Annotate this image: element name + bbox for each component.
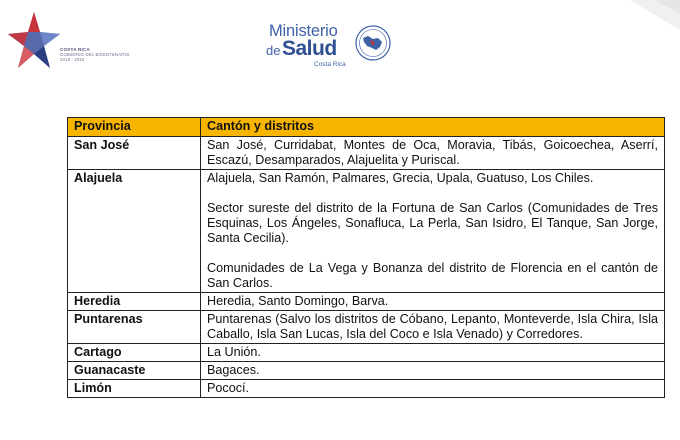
cantones-text: La Unión. — [207, 345, 261, 359]
table-row — [68, 344, 665, 362]
cantones-cell — [201, 170, 665, 293]
provincia-cell: Limón — [68, 380, 201, 398]
cantones-text: Comunidades de La Vega y Bonanza del distrito de Florencia en el cantón de San Carlos. — [207, 261, 658, 290]
table-row — [68, 362, 665, 380]
cantones-cell — [201, 362, 665, 380]
provincia-cell: San José — [68, 137, 201, 170]
provincia-cell: Guanacaste — [68, 362, 201, 380]
cantones-text: Bagaces. — [207, 363, 260, 377]
cantones-text: Alajuela, San Ramón, Palmares, Grecia, Upala, Guatuso, Los Chiles. — [207, 171, 594, 185]
cantones-cell — [201, 293, 665, 311]
logo-ministerio-text: Ministerio — [269, 22, 338, 40]
provincia-cell: Puntarenas — [68, 311, 201, 344]
logo-country-text: Costa Rica — [314, 61, 346, 68]
table-header-row — [68, 118, 665, 137]
provincias-table — [67, 117, 665, 398]
cantones-text: Heredia, Santo Domingo, Barva. — [207, 294, 389, 308]
ministerio-salud-logo — [262, 18, 402, 70]
logo-de-text: de — [266, 43, 281, 58]
gobierno-bicentenario-logo — [4, 10, 134, 72]
header-canton-distritos: Cantón y distritos — [201, 118, 665, 137]
header-provincia: Provincia — [68, 118, 201, 137]
cantones-text: San José, Curridabat, Montes de Oca, Moravia, Tibás, Goicoechea, Aserrí, Escazú, Desamparados, Alajuelita y Puriscal. — [207, 138, 658, 167]
gov-logo-text: COSTA RICA GOBIERNO DEL BICENTENARIO 2018 - 2022 — [60, 47, 130, 62]
corner-decoration-icon — [570, 0, 680, 40]
cantones-cell — [201, 380, 665, 398]
ministry-seal-icon — [354, 24, 392, 62]
logo-salud-text: Salud — [282, 37, 337, 60]
cantones-text: Puntarenas (Salvo los distritos de Cóbano, Lepanto, Monteverde, Isla Chira, Isla Caballo, Isla San Lucas, Isla del Coco e Isla Venado) y Corredores. — [207, 312, 658, 341]
provincia-cell: Cartago — [68, 344, 201, 362]
table-row — [68, 293, 665, 311]
provincia-cell: Alajuela — [68, 170, 201, 293]
cantones-cell — [201, 137, 665, 170]
bicentenario-star-icon — [4, 10, 64, 72]
table-row — [68, 137, 665, 170]
table-row — [68, 311, 665, 344]
cantones-cell — [201, 311, 665, 344]
cantones-cell — [201, 344, 665, 362]
cantones-text: Sector sureste del distrito de la Fortuna de San Carlos (Comunidades de Tres Esquinas, Los Ángeles, Sonafluca, La Perla, San Isidro, El Tanque, San Jorge, Santa Cecilia). — [207, 201, 658, 245]
provincia-cell: Heredia — [68, 293, 201, 311]
table-row — [68, 380, 665, 398]
table-row — [68, 170, 665, 293]
cantones-text: Pococí. — [207, 381, 249, 395]
